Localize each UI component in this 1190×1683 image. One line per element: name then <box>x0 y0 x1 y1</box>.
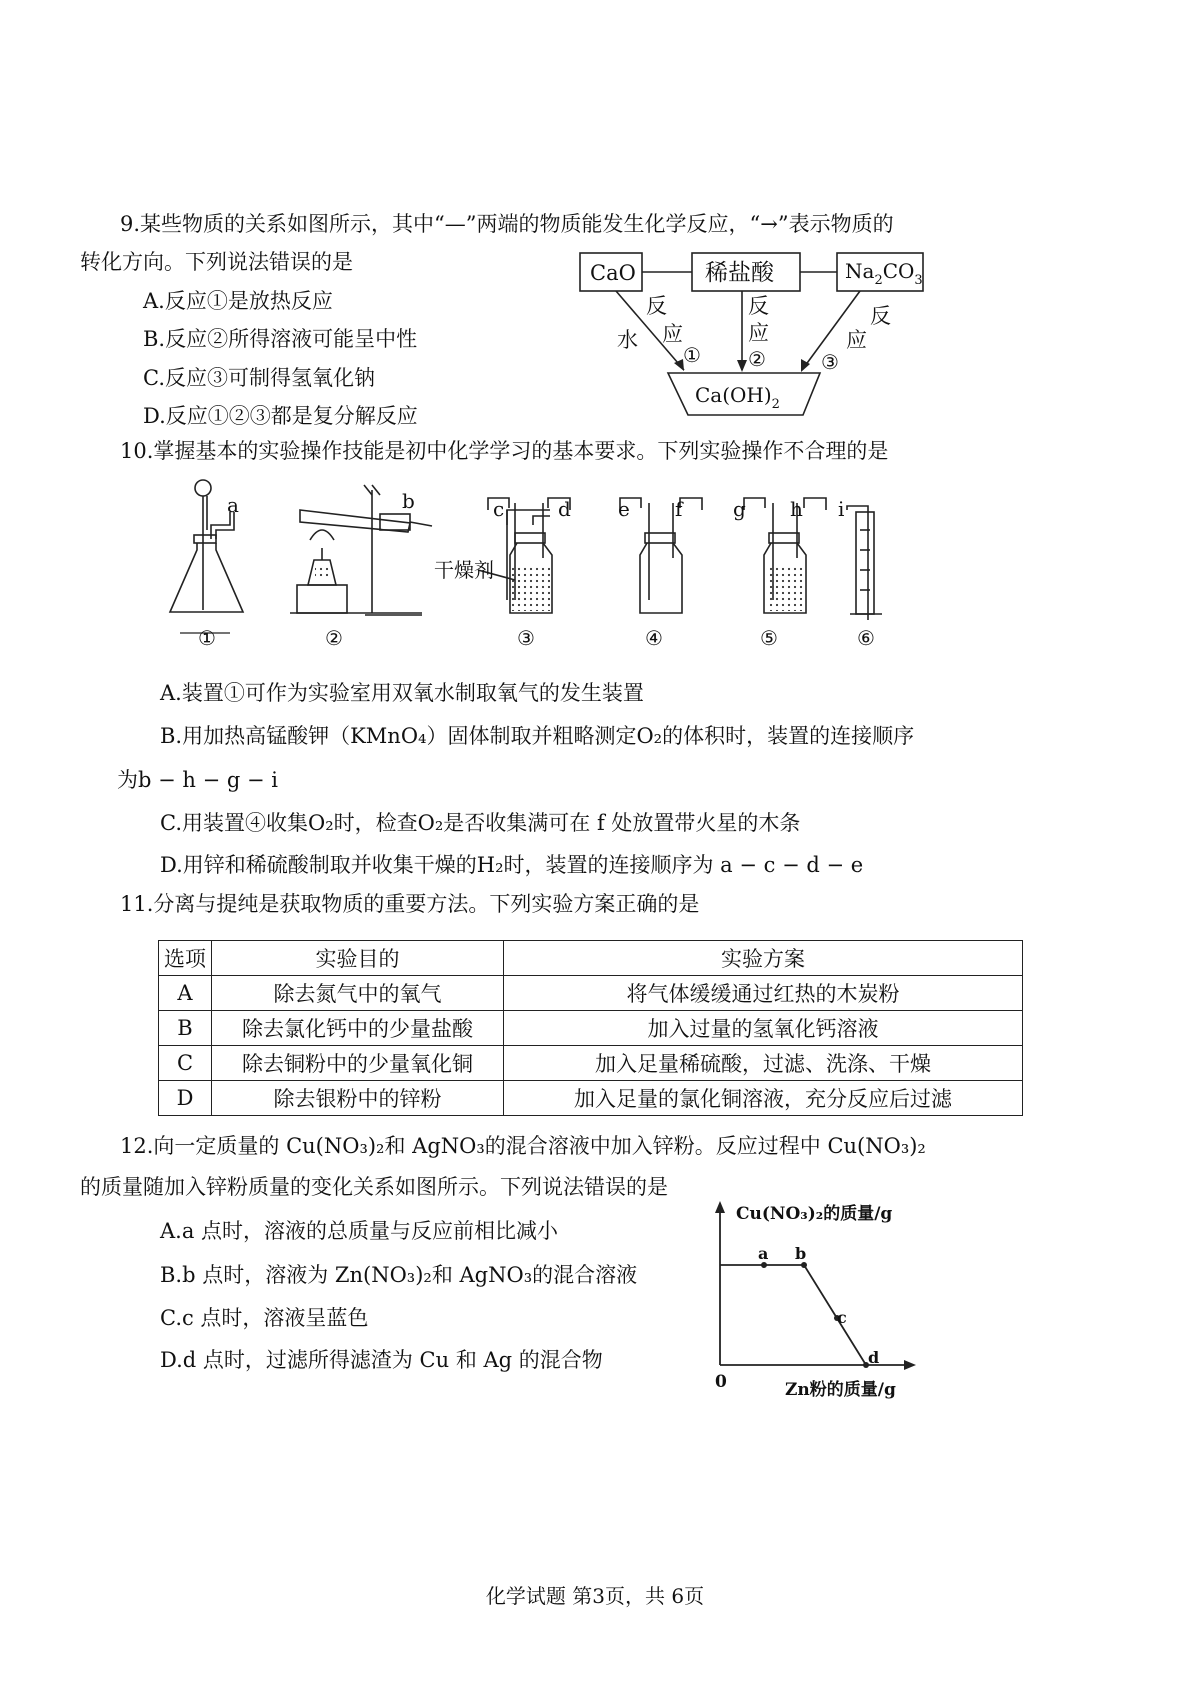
label-i: i <box>838 497 845 521</box>
r2-ying: 应 <box>748 321 769 345</box>
q9-option-a: A.反应①是放热反应 <box>143 289 333 313</box>
q12-option-a: A.a 点时，溶液的总质量与反应前相比减小 <box>160 1219 559 1243</box>
q12-option-c: C.c 点时，溶液呈蓝色 <box>160 1306 369 1330</box>
r3-fan: 反 <box>870 304 891 328</box>
r2-number: ② <box>748 347 766 371</box>
row-d-method: 加入足量的氯化铜溶液，充分反应后过滤 <box>504 1081 1023 1116</box>
table-row <box>159 976 1023 1011</box>
point-b-label: b <box>795 1244 807 1263</box>
r3-ying: 应 <box>846 328 867 352</box>
label-g: g <box>733 497 746 521</box>
y-axis-label: Cu(NO₃)₂的质量/g <box>736 1204 893 1224</box>
point-a-label: a <box>758 1244 769 1263</box>
header-purpose: 实验目的 <box>212 941 504 976</box>
label-d: d <box>558 497 571 521</box>
label-e: e <box>618 497 630 521</box>
point-c-label: c <box>837 1308 847 1327</box>
label-a: a <box>227 493 239 517</box>
x-axis-label: Zn粉的质量/g <box>785 1380 896 1400</box>
label-c: c <box>493 497 505 521</box>
label-h: h <box>790 497 803 521</box>
apparatus-number-1: ① <box>198 626 216 650</box>
q9-stem-line1: 9.某些物质的关系如图所示，其中“—”两端的物质能发生化学反应，“→”表示物质的 <box>120 212 894 236</box>
apparatus-number-5: ⑤ <box>760 626 778 650</box>
q10-option-d: D.用锌和稀硫酸制取并收集干燥的H₂时，装置的连接顺序为 a − c − d − e <box>160 853 864 877</box>
header-option: 选项 <box>159 941 212 976</box>
q9-option-c: C.反应③可制得氢氧化钠 <box>143 366 375 390</box>
q9-option-d: D.反应①②③都是复分解反应 <box>143 404 418 428</box>
row-d-purpose: 除去银粉中的锌粉 <box>212 1081 504 1116</box>
q10-option-b-line1: B.用加热高锰酸钾（KMnO₄）固体制取并粗略测定O₂的体积时，装置的连接顺序 <box>160 724 915 748</box>
r3-number: ③ <box>821 350 839 374</box>
q10-option-b-line2: 为b − h − g − i <box>117 768 278 792</box>
table-row <box>159 1011 1023 1046</box>
caoh2-sub: 2 <box>771 397 780 412</box>
na2co3-sub2: 3 <box>914 273 923 288</box>
header-method: 实验方案 <box>504 941 1023 976</box>
apparatus-6-cylinder <box>847 506 882 620</box>
q10-stem: 10.掌握基本的实验操作技能是初中化学学习的基本要求。下列实验操作不合理的是 <box>120 439 889 463</box>
origin-label: 0 <box>715 1372 727 1392</box>
q12-stem-line1: 12.向一定质量的 Cu(NO₃)₂和 AgNO₃的混合溶液中加入锌粉。反应过程中 Cu(NO₃)₂ <box>120 1134 926 1158</box>
q12-option-d: D.d 点时，过滤所得滤渣为 Cu 和 Ag 的混合物 <box>160 1348 603 1372</box>
hcl-label: 稀盐酸 <box>705 260 774 286</box>
q12-mass-graph <box>700 1195 940 1410</box>
q11-separation-table <box>158 940 1023 1116</box>
row-a-option: A <box>159 976 212 1011</box>
row-c-option: C <box>159 1046 212 1081</box>
q9-stem-line2: 转化方向。下列说法错误的是 <box>80 250 353 274</box>
cao-label: CaO <box>590 261 636 285</box>
row-b-option: B <box>159 1011 212 1046</box>
desiccant-label: 干燥剂 <box>434 558 494 582</box>
apparatus-number-3: ③ <box>517 626 535 650</box>
q9-relation-diagram <box>570 245 940 425</box>
na2co3-sub1: 2 <box>874 273 883 288</box>
q10-apparatus-figure <box>150 470 950 660</box>
row-c-method: 加入足量稀硫酸，过滤、洗涤、干燥 <box>504 1046 1023 1081</box>
row-a-purpose: 除去氮气中的氧气 <box>212 976 504 1011</box>
q9-option-b: B.反应②所得溶液可能呈中性 <box>143 327 418 351</box>
row-d-option: D <box>159 1081 212 1116</box>
q10-option-a: A.装置①可作为实验室用双氧水制取氧气的发生装置 <box>160 681 644 705</box>
label-b: b <box>402 489 415 513</box>
row-b-method: 加入过量的氢氧化钙溶液 <box>504 1011 1023 1046</box>
table-row <box>159 1081 1023 1116</box>
apparatus-4-collection-bottle <box>620 498 702 613</box>
r1-fan: 反 <box>646 294 667 318</box>
apparatus-number-6: ⑥ <box>857 626 875 650</box>
row-a-method: 将气体缓缓通过红热的木炭粉 <box>504 976 1023 1011</box>
table-header-row <box>159 941 1023 976</box>
water-label: 水 <box>617 328 638 352</box>
na2co3-label: Na <box>845 259 875 283</box>
q12-option-b: B.b 点时，溶液为 Zn(NO₃)₂和 AgNO₃的混合溶液 <box>160 1263 638 1287</box>
apparatus-number-4: ④ <box>645 626 663 650</box>
q12-stem-line2: 的质量随加入锌粉质量的变化关系如图所示。下列说法错误的是 <box>80 1175 668 1199</box>
q10-option-c: C.用装置④收集O₂时，检查O₂是否收集满可在 f 处放置带火星的木条 <box>160 811 801 835</box>
page-footer: 化学试题 第3页，共 6页 <box>485 1584 705 1608</box>
label-f: f <box>675 497 683 521</box>
point-d-label: d <box>868 1348 880 1367</box>
row-b-purpose: 除去氯化钙中的少量盐酸 <box>212 1011 504 1046</box>
r1-ying: 应 <box>662 322 683 346</box>
table-row <box>159 1046 1023 1081</box>
apparatus-number-2: ② <box>325 626 343 650</box>
q11-stem: 11.分离与提纯是获取物质的重要方法。下列实验方案正确的是 <box>120 892 700 916</box>
na2co3-mid: CO <box>882 259 915 283</box>
caoh2-label: Ca(OH) <box>695 383 772 407</box>
r2-fan: 反 <box>748 294 769 318</box>
svg-text:Ca(OH)2 <box>695 383 780 412</box>
row-c-purpose: 除去铜粉中的少量氧化铜 <box>212 1046 504 1081</box>
svg-text:Na2CO3 <box>845 259 923 288</box>
r1-number: ① <box>683 343 701 367</box>
